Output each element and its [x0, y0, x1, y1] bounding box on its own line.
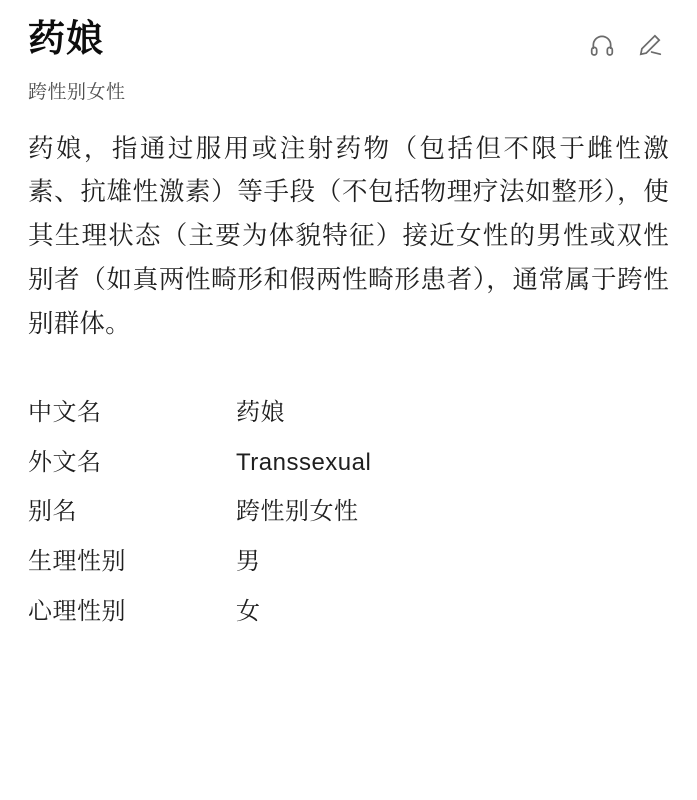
info-value: 女	[236, 598, 261, 626]
edit-pencil-slash-icon[interactable]	[637, 32, 663, 58]
info-value: 药娘	[236, 398, 285, 426]
table-row	[28, 548, 669, 598]
article-body: 药娘，指通过服用或注射药物（包括但不限于雌性激素、抗雄性激素）等手段（不包括物理疗法如整形），使其生理状态（主要为体貌特征）接近女性的男性或双性别者（如真两性畸形和假两性畸形患者），通常属于跨性别群体。	[28, 134, 669, 338]
table-row	[28, 498, 669, 548]
info-label: 心理性别	[28, 598, 126, 626]
info-label: 别名	[28, 498, 77, 526]
info-label: 外文名	[28, 448, 102, 476]
info-value: 男	[236, 548, 261, 576]
info-value: Transsexual	[236, 448, 372, 476]
info-value: 跨性别女性	[236, 498, 359, 526]
headphones-icon[interactable]	[589, 32, 615, 58]
page-title: 药娘	[28, 18, 104, 59]
table-row	[28, 598, 669, 648]
info-table	[28, 399, 669, 648]
article-subtitle: 跨性别女性	[28, 81, 126, 103]
info-label: 生理性别	[28, 548, 126, 576]
table-row	[28, 449, 669, 499]
header-icon-group	[589, 18, 669, 58]
info-label: 中文名	[28, 398, 102, 426]
table-row	[28, 399, 669, 449]
header	[28, 18, 669, 61]
